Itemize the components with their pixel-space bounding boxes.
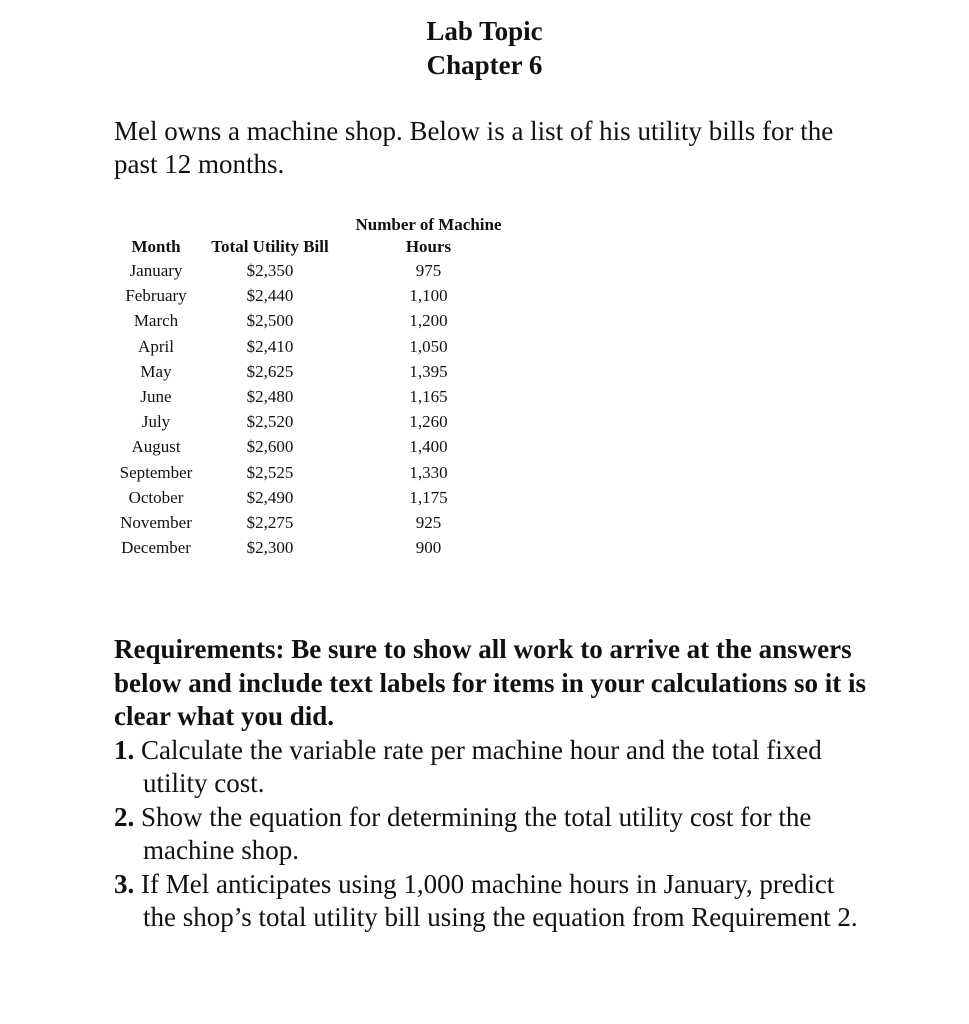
cell-month: December [121, 538, 191, 558]
table-row [112, 384, 517, 409]
requirement-text: Show the equation for determining the total utility cost for the machine shop. [141, 801, 812, 865]
cell-bill: $2,440 [246, 286, 294, 306]
cell-hours: 1,050 [409, 336, 448, 356]
table-row [112, 359, 517, 384]
cell-bill: $2,520 [246, 412, 294, 432]
table-row [112, 258, 517, 283]
cell-hours: 1,175 [409, 487, 448, 507]
cell-month: August [131, 437, 181, 457]
cell-bill: $2,525 [246, 462, 294, 482]
cell-hours: 1,260 [409, 412, 448, 432]
table-row [112, 334, 517, 359]
header-machine-hours-line1: Number of Machine [355, 215, 502, 234]
cell-bill: $2,490 [246, 487, 294, 507]
requirement-number: 1. [114, 734, 135, 765]
header-machine-hours [340, 214, 517, 258]
cell-hours: 925 [415, 513, 442, 533]
table-row [112, 510, 517, 535]
cell-bill: $2,275 [246, 513, 294, 533]
requirement-text: If Mel anticipates using 1,000 machine hours in January, predict the shop’s total utility bill using the equation from Requirement 2. [141, 868, 858, 932]
cell-hours: 1,200 [409, 311, 448, 331]
cell-bill: $2,500 [246, 311, 294, 331]
cell-bill: $2,600 [246, 437, 294, 457]
cell-month: January [129, 261, 183, 280]
header-total-utility-bill: Total Utility Bill [211, 237, 329, 256]
requirement-item-3 [114, 868, 874, 935]
cell-hours: 1,330 [409, 462, 448, 482]
table-row [112, 485, 517, 510]
header-machine-hours-line2: Hours [405, 237, 452, 256]
title-line-1: Lab Topic [426, 16, 543, 46]
cell-month: May [140, 361, 172, 381]
cell-month: February [125, 286, 187, 306]
cell-month: September [119, 462, 193, 482]
cell-bill: $2,625 [246, 361, 294, 381]
requirements-heading: Requirements: Be sure to show all work to arrive at the answers below and include text labels for items in your calculations so it is clear what you did. [114, 634, 867, 731]
table-row [112, 535, 517, 560]
cell-month: November [120, 513, 192, 533]
document-title [0, 14, 969, 82]
utility-bills-table [112, 214, 517, 560]
cell-month: March [133, 311, 179, 331]
cell-month: June [140, 387, 172, 407]
requirement-item-2 [114, 801, 874, 868]
requirement-number: 3. [114, 868, 135, 899]
requirement-text: Calculate the variable rate per machine hour and the total fixed utility cost. [141, 734, 822, 798]
table-row [112, 434, 517, 459]
cell-hours: 1,400 [409, 437, 448, 457]
cell-hours: 975 [415, 261, 442, 280]
requirement-number: 2. [114, 801, 135, 832]
cell-bill: $2,350 [246, 261, 294, 280]
cell-month: April [138, 336, 174, 356]
table-row [112, 283, 517, 308]
table-row [112, 308, 517, 333]
cell-hours: 1,100 [409, 286, 448, 306]
header-month: Month [131, 237, 181, 256]
title-line-2: Chapter 6 [426, 50, 543, 80]
requirement-item-1 [114, 734, 874, 801]
table-row [112, 460, 517, 485]
cell-hours: 900 [415, 538, 442, 558]
table-row [112, 409, 517, 434]
cell-bill: $2,480 [246, 387, 294, 407]
cell-hours: 1,165 [409, 387, 448, 407]
cell-hours: 1,395 [409, 361, 448, 381]
intro-paragraph: Mel owns a machine shop. Below is a list of his utility bills for the past 12 months. [114, 116, 834, 179]
requirements-section [114, 633, 874, 935]
cell-month: October [128, 487, 184, 507]
table-header-row [112, 214, 517, 258]
cell-bill: $2,410 [246, 336, 294, 356]
cell-month: July [141, 412, 171, 432]
cell-bill: $2,300 [246, 538, 294, 558]
